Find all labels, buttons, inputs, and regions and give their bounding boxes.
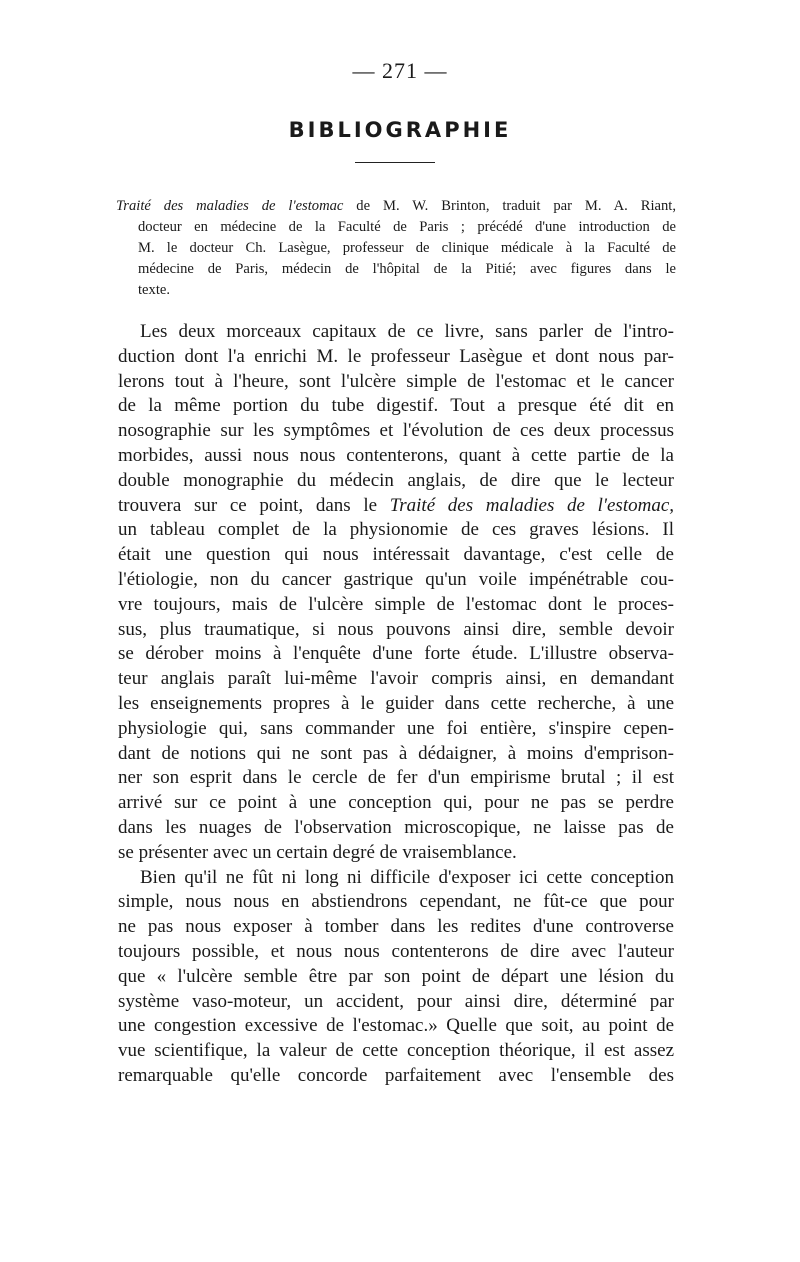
title-divider — [355, 162, 435, 163]
text-line: nosographie sur les symptômes et l'évolution de ces deux processus — [118, 420, 674, 442]
text-line: dant de notions qui ne sont pas à dédaigner, à moins d'emprison- — [118, 742, 674, 764]
text-line: morbides, aussi nous nous contenterons, quant à cette partie de la — [118, 444, 674, 466]
text-line: vue scientifique, la valeur de cette conception théorique, il est assez — [118, 1040, 674, 1062]
section-title: BIBLIOGRAPHIE — [288, 118, 512, 142]
text-line: toujours possible, et nous nous contenterons de dire avec l'auteur — [118, 940, 674, 962]
text-line: était une question qui nous intéressait davantage, c'est celle de — [118, 544, 674, 566]
text-line: remarquable qu'elle concorde parfaitement avec l'ensemble des — [118, 1064, 674, 1086]
text-line: se présenter avec un certain degré de vraisemblance. — [118, 841, 517, 863]
text-line: physiologie qui, sans commander une foi entière, s'inspire cepen- — [118, 717, 674, 739]
page-number: — 271 — — [352, 58, 448, 83]
text-line: arrivé sur ce point à une conception qui, pour ne pas se perdre — [118, 792, 674, 814]
text-line: de la même portion du tube digestif. Tout a presque été dit en — [118, 395, 674, 417]
text-segment: trouvera sur ce point, dans le — [118, 494, 390, 516]
inline-book-title: Traité des maladies de l'estomac, — [389, 494, 674, 516]
text-line: sus, plus traumatique, si nous pouvons ainsi dire, semble devoir — [118, 618, 674, 640]
text-line: Bien qu'il ne fût ni long ni difficile d'exposer ici cette conception — [140, 866, 674, 888]
citation-line: médecine de Paris, médecin de l'hôpital de la Pitié; avec figures dans le — [138, 261, 676, 277]
text-line: ner son esprit dans le cercle de fer d'un empirisme brutal ; il est — [118, 767, 674, 789]
citation-book-title: Traité des maladies de l'estomac — [116, 198, 344, 214]
text-line: double monographie du médecin anglais, de dire que le lecteur — [118, 469, 674, 491]
citation-author: de M. W. Brinton, traduit par M. A. Riant, — [343, 198, 676, 214]
text-line: se dérober moins à l'enquête d'une forte étude. L'illustre observa- — [118, 643, 674, 665]
citation-line — [116, 196, 676, 217]
text-line: Les deux morceaux capitaux de ce livre, sans parler de l'intro- — [140, 321, 674, 342]
citation-line: docteur en médecine de la Faculté de Paris ; précédé d'une introduction de — [138, 219, 676, 235]
citation-line: M. le docteur Ch. Lasègue, professeur de clinique médicale à la Faculté de — [138, 240, 676, 256]
text-line-with-title — [118, 494, 674, 519]
text-line: vre toujours, mais de l'ulcère simple de l'estomac dont le proces- — [118, 593, 674, 615]
text-line: système vaso-moteur, un accident, pour ainsi dire, déterminé par — [118, 990, 674, 1012]
text-line: simple, nous nous en abstiendrons cependant, ne fût-ce que pour — [118, 891, 674, 913]
text-line: teur anglais paraît lui-même l'avoir compris ainsi, en demandant — [118, 668, 674, 690]
text-line: dans les nuages de l'observation microscopique, ne laisse pas de — [118, 816, 674, 838]
text-line: lerons tout à l'heure, sont l'ulcère simple de l'estomac et le cancer — [118, 370, 674, 392]
text-line: que « l'ulcère semble être par son point de départ une lésion du — [118, 965, 674, 987]
text-line: l'étiologie, non du cancer gastrique qu'un voile impénétrable cou- — [118, 568, 674, 590]
citation-line: texte. — [138, 282, 171, 298]
text-line: ne pas nous exposer à tomber dans les redites d'une controverse — [118, 916, 674, 938]
text-line: duction dont l'a enrichi M. le professeur Lasègue et dont nous par- — [118, 345, 674, 367]
text-line: un tableau complet de la physionomie de ces graves lésions. Il — [118, 519, 674, 541]
text-line: les enseignements propres à le guider dans cette recherche, à une — [118, 692, 674, 714]
text-line: une congestion excessive de l'estomac.» Quelle que soit, au point de — [118, 1015, 674, 1037]
bibliographic-citation — [116, 196, 676, 301]
body-text — [118, 320, 674, 1089]
